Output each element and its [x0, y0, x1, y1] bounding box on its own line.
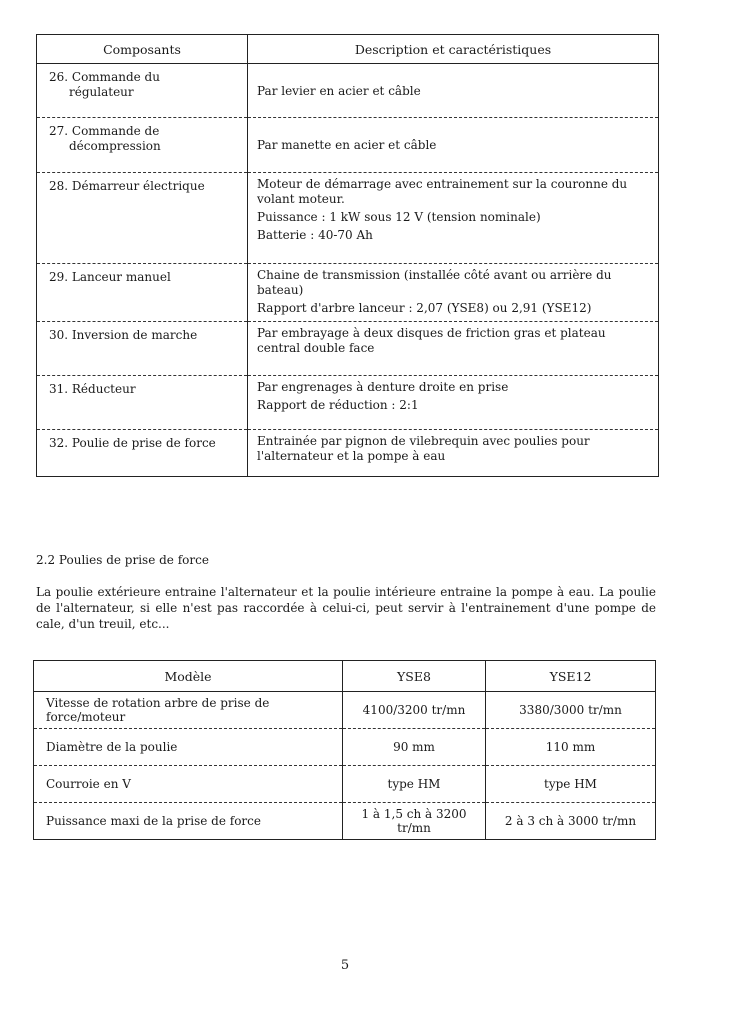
- description-line: Par engrenages à denture droite en prise: [257, 380, 509, 394]
- description-line: Rapport d'arbre lanceur : 2,07 (YSE8) ou 2,91 (YSE12): [257, 301, 592, 315]
- description-line: Moteur de démarrage avec entrainement sur la couronne du volant moteur.: [257, 177, 628, 206]
- table-row: [34, 766, 656, 803]
- description-cell: [248, 264, 659, 322]
- header-components: Composants: [37, 35, 248, 64]
- table-row: [37, 322, 659, 376]
- component-line: régulateur: [69, 85, 134, 99]
- component-line: 29. Lanceur manuel: [49, 270, 171, 284]
- component-cell: [37, 64, 248, 118]
- header-model: Modèle: [34, 661, 343, 692]
- component-line: décompression: [69, 139, 161, 153]
- description-cell: [248, 322, 659, 376]
- table-row: [37, 264, 659, 322]
- description-cell: [248, 173, 659, 264]
- table-row: [34, 692, 656, 729]
- description-line: Puissance : 1 kW sous 12 V (tension nominale): [257, 210, 541, 224]
- description-line: Chaine de transmission (installée côté avant ou arrière du bateau): [257, 268, 612, 297]
- description-line: Par levier en acier et câble: [257, 83, 421, 98]
- table-row: [34, 729, 656, 766]
- pulley-table-header: [34, 661, 656, 692]
- component-cell: [37, 118, 248, 173]
- description-line: Par embrayage à deux disques de friction gras et plateau central double face: [257, 326, 606, 355]
- description-cell: [248, 430, 659, 477]
- component-line: 28. Démarreur électrique: [49, 179, 205, 193]
- description-line: Entrainée par pignon de vilebrequin avec poulies pour l'alternateur et la pompe à eau: [257, 434, 590, 463]
- table-row: [37, 118, 659, 173]
- component-line: 30. Inversion de marche: [49, 328, 198, 342]
- table-row: [37, 430, 659, 477]
- header-yse12: YSE12: [486, 661, 656, 692]
- yse8-value: 90 mm: [343, 729, 486, 766]
- section-title: 2.2 Poulies de prise de force: [36, 553, 209, 567]
- header-yse8: YSE8: [343, 661, 486, 692]
- components-table: [36, 34, 659, 477]
- description-line: Rapport de réduction : 2:1: [257, 398, 419, 412]
- header-description: Description et caractéristiques: [248, 35, 659, 64]
- description-line: Par manette en acier et câble: [257, 138, 437, 152]
- page-number: 5: [340, 958, 350, 973]
- component-cell: [37, 376, 248, 430]
- pulley-table: [33, 660, 656, 840]
- component-cell: [37, 173, 248, 264]
- yse12-value: 110 mm: [486, 729, 656, 766]
- yse12-value: 2 à 3 ch à 3000 tr/mn: [486, 803, 656, 840]
- components-table-header: [37, 35, 659, 64]
- yse12-value: type HM: [486, 766, 656, 803]
- yse8-value: 1 à 1,5 ch à 3200 tr/mn: [343, 803, 486, 840]
- description-cell: [248, 64, 659, 118]
- component-cell: [37, 430, 248, 477]
- description-cell: [248, 376, 659, 430]
- row-label: Vitesse de rotation arbre de prise de force/moteur: [34, 692, 343, 729]
- description-line: Batterie : 40-70 Ah: [257, 228, 373, 242]
- row-label: Courroie en V: [34, 766, 343, 803]
- component-line: 31. Réducteur: [49, 382, 136, 396]
- component-cell: [37, 322, 248, 376]
- row-label: Puissance maxi de la prise de force: [34, 803, 343, 840]
- table-row: [37, 376, 659, 430]
- section-paragraph: La poulie extérieure entraine l'alternateur et la poulie intérieure entraine la pompe à eau. La poulie de l'alternateur, si elle n'est pas raccordée à celui-ci, peut servir à l'entrainement d'une pompe de cale, d'un treuil, etc...: [36, 585, 656, 631]
- component-cell: [37, 264, 248, 322]
- component-line: 32. Poulie de prise de force: [49, 436, 216, 450]
- component-line: 26. Commande du: [49, 70, 160, 84]
- yse12-value: 3380/3000 tr/mn: [486, 692, 656, 729]
- table-row: [37, 173, 659, 264]
- row-label: Diamètre de la poulie: [34, 729, 343, 766]
- table-row: [34, 803, 656, 840]
- yse8-value: type HM: [343, 766, 486, 803]
- yse8-value: 4100/3200 tr/mn: [343, 692, 486, 729]
- table-row: [37, 64, 659, 118]
- description-cell: [248, 118, 659, 173]
- component-line: 27. Commande de: [49, 124, 160, 138]
